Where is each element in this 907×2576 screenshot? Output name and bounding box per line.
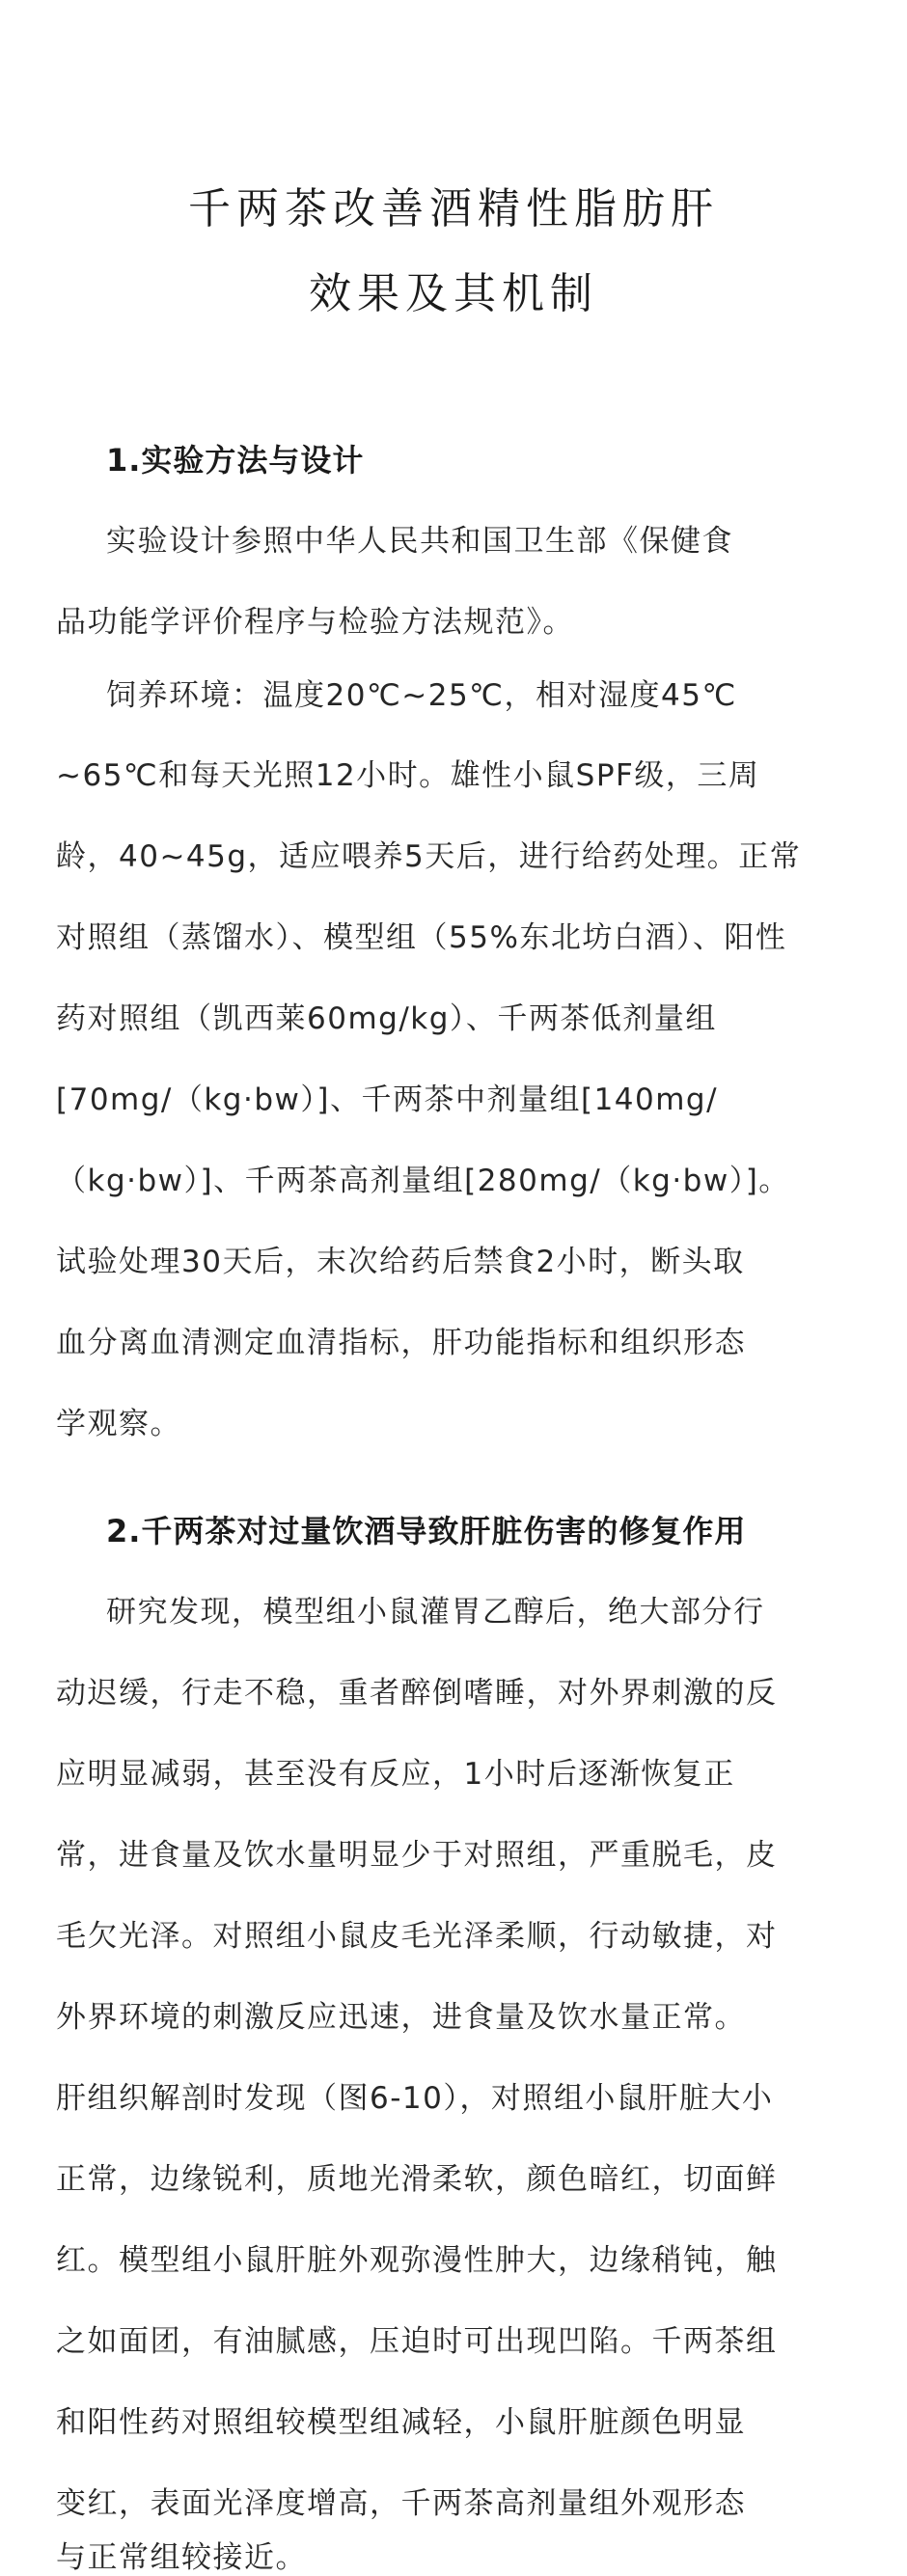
- section-2-line: 毛欠光泽。对照组小鼠皮毛光泽柔顺，行动敏捷，对: [56, 1919, 778, 1954]
- section-1-line: 试验处理30天后，末次给药后禁食2小时，断头取: [56, 1245, 745, 1279]
- section-1-line: [70mg/（kg·bw）]、千两茶中剂量组[140mg/: [56, 1082, 719, 1117]
- article-title-line-1: 千两茶改善酒精性脂肪肝: [188, 184, 719, 233]
- section-1-line: （kg·bw）]、千两茶高剂量组[280mg/（kg·bw）]。: [56, 1164, 790, 1198]
- section-1-line: 龄，40~45g，适应喂养5天后，进行给药处理。正常: [56, 839, 802, 874]
- section-1-line: 品功能学评价程序与检验方法规范》。: [56, 605, 574, 640]
- section-2-line: 与正常组较接近。: [56, 2540, 307, 2575]
- section-1-line: 对照组（蒸馏水）、模型组（55%东北坊白酒）、阳性: [56, 920, 787, 955]
- article-title-line-2: 效果及其机制: [309, 269, 598, 318]
- section-1-line: ~65℃和每天光照12小时。雄性小鼠SPF级，三周: [56, 758, 760, 793]
- section-2-line: 肝组织解剖时发现（图6-10），对照组小鼠肝脏大小: [56, 2081, 774, 2116]
- section-1-heading: 1.实验方法与设计: [106, 442, 365, 479]
- section-1-line: 血分离血清测定血清指标，肝功能指标和组织形态: [56, 1326, 746, 1360]
- section-2-line: 红。模型组小鼠肝脏外观弥漫性肿大，边缘稍钝，触: [56, 2243, 778, 2278]
- section-1-line: 药对照组（凯西莱60mg/kg）、千两茶低剂量组: [56, 1001, 717, 1036]
- section-2-line: 研究发现，模型组小鼠灌胃乙醇后，绝大部分行: [106, 1595, 765, 1630]
- section-1-line: 饲养环境：温度20℃~25℃，相对湿度45℃: [106, 678, 737, 713]
- section-2-heading: 2.千两茶对过量饮酒导致肝脏伤害的修复作用: [106, 1513, 747, 1549]
- section-2-line: 常，进食量及饮水量明显少于对照组，严重脱毛，皮: [56, 1838, 778, 1873]
- section-2-line: 变红，表面光泽度增高，千两茶高剂量组外观形态: [56, 2486, 746, 2521]
- section-1-line: 学观察。: [56, 1407, 181, 1441]
- section-2-line: 和阳性药对照组较模型组减轻，小鼠肝脏颜色明显: [56, 2405, 746, 2440]
- section-2-line: 之如面团，有油腻感，压迫时可出现凹陷。千两茶组: [56, 2324, 778, 2359]
- section-2-line: 应明显减弱，甚至没有反应，1小时后逐渐恢复正: [56, 1757, 735, 1792]
- section-2-line: 动迟缓，行走不稳，重者醉倒嗜睡，对外界刺激的反: [56, 1676, 778, 1711]
- section-2-line: 正常，边缘锐利，质地光滑柔软，颜色暗红，切面鲜: [56, 2162, 778, 2197]
- section-1-line: 实验设计参照中华人民共和国卫生部《保健食: [106, 524, 733, 559]
- section-2-line: 外界环境的刺激反应迅速，进食量及饮水量正常。: [56, 2000, 746, 2035]
